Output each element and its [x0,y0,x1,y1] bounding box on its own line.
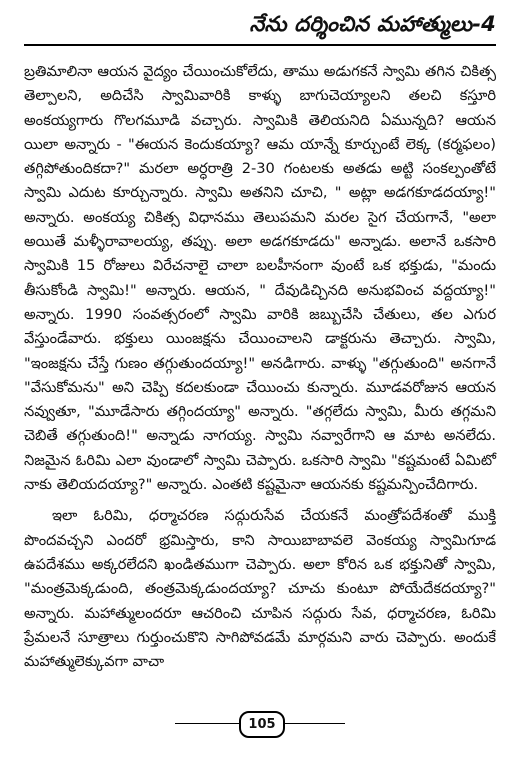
paragraph: బ్రతిమాలినా ఆయన వైద్యం చేయించుకోలేదు, తాము అడుగకనే స్వామి తగిన చికిత్స తెల్పాలని, అదిచేసి స్వామివారికి కాళ్ళు బాగుచెయ్యాలని తలచి కస్తూరి అంకయ్యగారు గొలగమూడి వచ్చారు. స్వామికి తెలియనిది ఏమున్నది? ఆయన యిలా అన్నారు - "ఈయన కెందుకయ్యా? ఆమ యాన్నే కూర్చుంటే లెక్క (కర్మఫలం) తగ్గిపోతుందికదా?" మరలా అర్ధరాత్రి 2-30 గంటలకు అతడు అట్టి సంకల్పంతోటే స్వామి ఎదుట కూర్చున్నారు. స్వామి అతనిని చూచి, " అట్లా అడగకూడదయ్యా!" అన్నారు. అంకయ్య చికిత్స విధానము తెలుపమని మరల సైగ చేయగానే, "అలా అయితే మళ్ళీరావాలయ్య, తప్పు. అలా అడగకూడదు" అన్నాడు. అలానే ఒకసారి స్వామికి 15 రోజులు విరేచనాలై చాలా బలహీనంగా వుంటే ఒక భక్తుడు, "మందు తీసుకోండి స్వామి!" అన్నారు. ఆయన, " దేవుడిచ్చినది అనుభవించ వద్దయ్యా!" అన్నారు. 1990 సంవత్సరంలో స్వామి వారికి జబ్బుచేసి చేతులు, తల ఎగుర వేస్తుండేవారు. భక్తులు యింజక్షను చేయించాలని డాక్టరును తెచ్చారు. స్వామి, "ఇంజక్షను చేస్తే గుణం తగ్గుతుందయ్యా!" అనడిగారు. వాళ్ళు "తగ్గుతుంది" అనగానే "వేసుకోమను" అని చెప్పి కదలకుండా చేయించు కున్నారు. మూడవరోజున ఆయన నవ్వుతూ, "మూడేసారు తగ్గిందయ్యా" అన్నారు. "తగ్గలేదు స్వామి, మీరు తగ్గమని చెబితే తగ్గుతుంది!" అన్నాడు నాగయ్య. స్వామి నవ్వారేగాని ఆ మాట అనలేదు. నిజమైన ఓరిమి ఎలా వుండాలో స్వామి చెప్పారు. ఒకసారి స్వామి "కష్టమంటే ఏమిటో నాకు తెలియదయ్యా?" అన్నారు. ఎంతటి కష్టమైనా ఆయనకు కష్టమన్పించేదిగారు. [24,63,496,494]
page-number: 105 [239,711,285,738]
running-header-title: నేను దర్శించిన మహాత్ములు-4 [249,12,496,36]
running-header [24,12,496,46]
page-body [24,60,496,674]
paragraph: ఇలా ఓరిమి, ధర్మాచరణ సద్గురుసేవ చేయకనే మంత్రోపదేశంతో ముక్తి పొందవచ్చని ఎందరో భ్రమిస్తారు, కాని సాయిబాబావలె వెంకయ్య స్వామిగూడ ఉపదేశము అక్కరలేదని ఖండితముగా చెప్పారు. అలా కోరిన ఒక భక్తునితో స్వామి, "మంత్రమెక్కడుంది, తంత్రమెక్కడుందయ్యా? చూచు కుంటూ పోయేదేకదయ్యా?" అన్నారు. మహాత్ములందరూ ఆచరించి చూపిన సద్గురు సేవ, ధర్మాచరణ, ఓరిమి ప్రేమలనే సూత్రాలు గుర్తుంచుకొని సాగిపోవడమే మార్గమని వారు చెప్పారు. అందుకే మహాత్ములెక్కువగా వాచా [24,507,496,671]
header-rule [24,44,496,46]
